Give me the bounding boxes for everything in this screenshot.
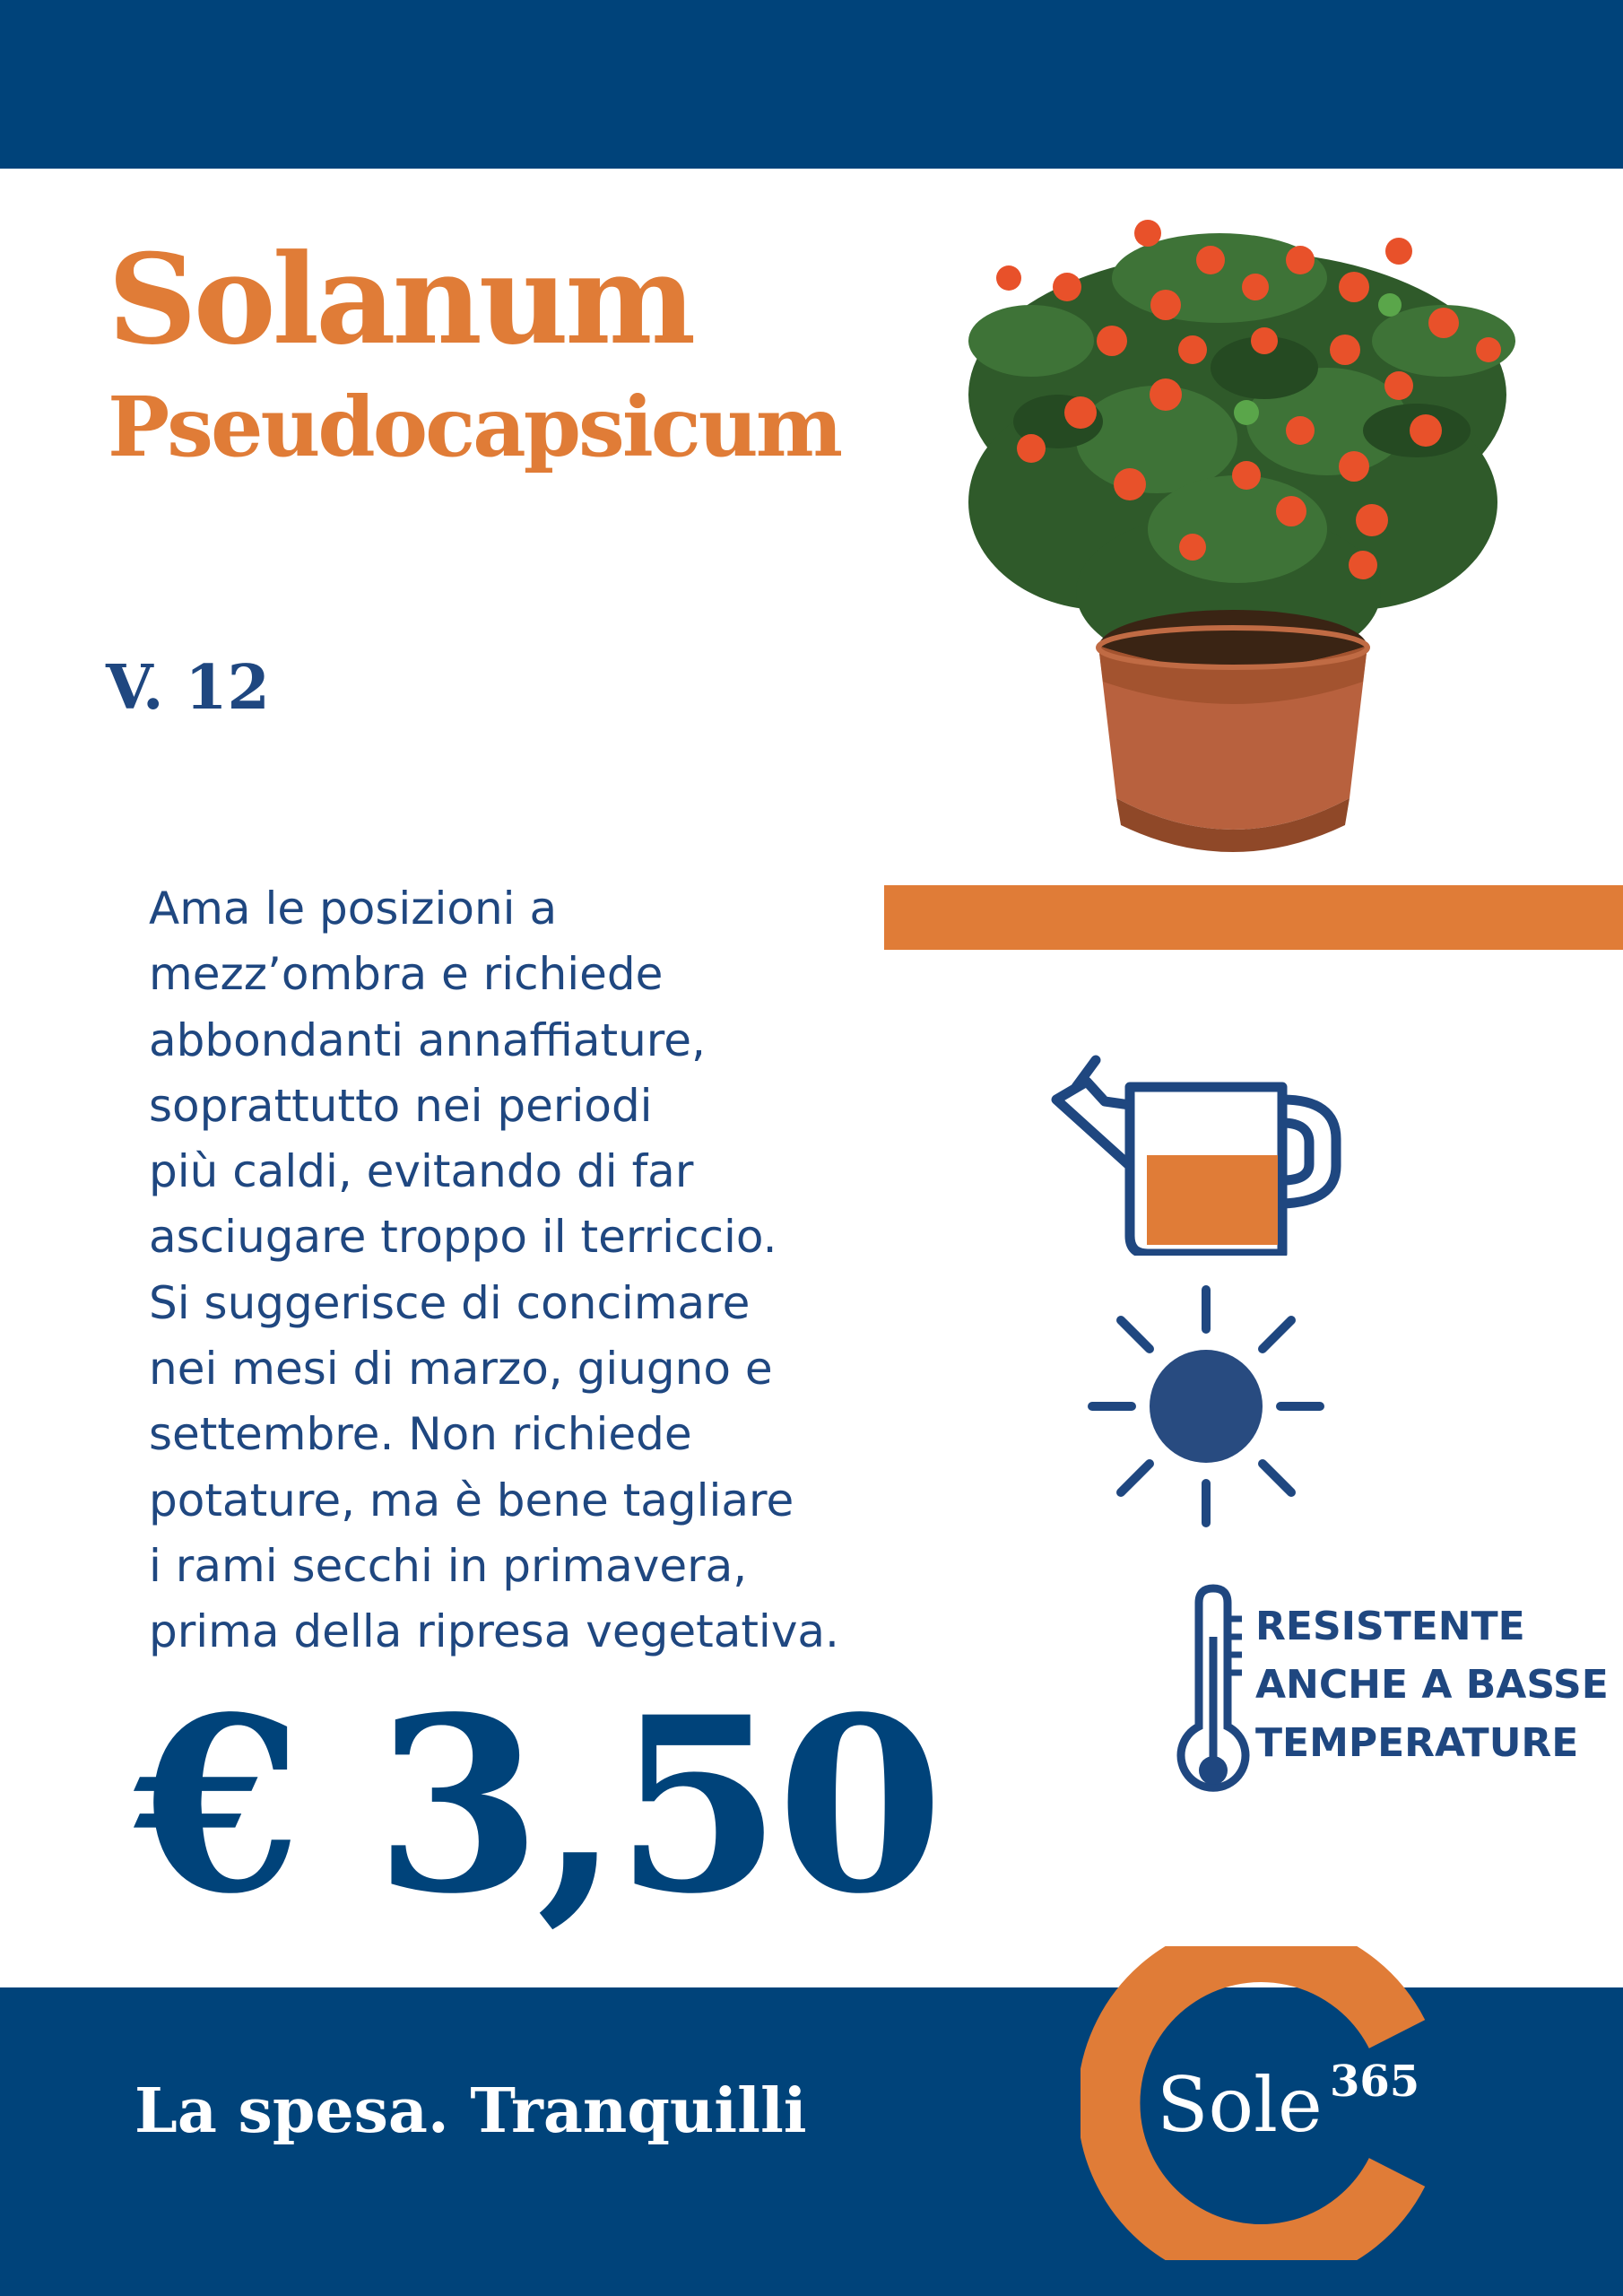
sun-icon (1085, 1283, 1327, 1529)
description-line: asciugare troppo il terriccio. (149, 1211, 777, 1264)
description-line: abbondanti annaffiature, (149, 1013, 706, 1066)
description-line: Si suggerisce di concimare (149, 1276, 751, 1329)
description-line: Ama le posizioni a (149, 883, 558, 935)
tagline: La spesa. Tranquilli (135, 2075, 807, 2147)
description-line: i rami secchi in primavera, (149, 1539, 748, 1592)
temperature-line: TEMPERATURE (1255, 1720, 1579, 1766)
plant-image (924, 206, 1551, 870)
description-line: prima della ripresa vegetativa. (149, 1605, 839, 1658)
description-line: nei mesi di marzo, giugno e (149, 1343, 773, 1396)
price: € 3,50 (135, 1665, 939, 1947)
logo-text: Sole (1157, 2061, 1323, 2149)
description-line: più caldi, evitando di far (149, 1145, 694, 1198)
description-line: settembre. Non richiede (149, 1408, 692, 1461)
product-name-line1: Solanum (108, 226, 693, 372)
temperature-note (1255, 1597, 1609, 1772)
pot-size: V. 12 (106, 652, 270, 724)
accent-bar (884, 885, 1623, 950)
description-line: potature, ma è bene tagliare (149, 1474, 794, 1526)
logo-superscript: 365 (1330, 2057, 1420, 2107)
temperature-line: RESISTENTE (1255, 1604, 1525, 1649)
description-line: mezz’ombra e richiede (149, 948, 664, 1001)
description-line: soprattutto nei periodi (149, 1079, 653, 1132)
product-name-line2: Pseudocapsicum (108, 378, 841, 475)
care-description (149, 876, 884, 1665)
watering-can-icon (1040, 1049, 1350, 1256)
top-banner (0, 0, 1623, 169)
thermometer-icon (1170, 1583, 1260, 1818)
temperature-line: ANCHE A BASSE (1255, 1662, 1609, 1708)
